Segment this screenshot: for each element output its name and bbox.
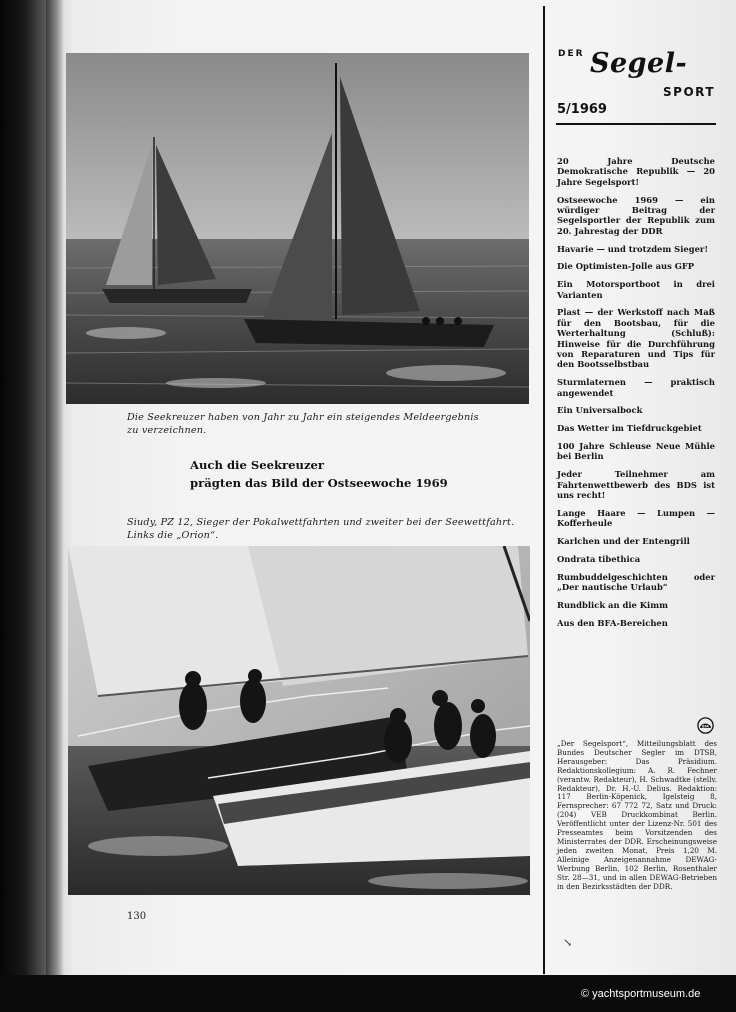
toc-item: 100 Jahre Schleuse Neue Mühle bei Berlin [557, 441, 715, 462]
photo-seekreuzer-top [66, 53, 529, 404]
caption-top: Die Seekreuzer haben von Jahr zu Jahr ein steigendes Meldeergebnis zu verzeichnen. [127, 412, 479, 436]
bfa-logo-icon [697, 717, 714, 734]
photo-seekreuzer-bottom [68, 546, 530, 895]
article-headline [190, 456, 490, 492]
masthead-sport: SPORT [663, 85, 716, 99]
masthead-rule [556, 123, 716, 125]
bfa-logo-text: BFA [702, 724, 709, 729]
toc-item: Rumbuddelgeschichten oder „Der nautische Urlaub“ [557, 571, 715, 593]
masthead-der: DER [558, 49, 585, 59]
toc-item: Havarie — und trotzdem Sieger! [557, 243, 708, 254]
toc-item: Ondrata tibethica [557, 553, 641, 564]
toc-item: Plast — der Werkstoff nach Maß für den Bootsbau, für die Werterhaltung (Schluß): Hinweise für die Durchführung von Reparaturen und Tips für den Bootsselbstbau [557, 307, 715, 370]
imprint: „Der Segelsport“, Mitteilungsblatt des Bundes Deutscher Segler im DTSB, Herausgeber: Das Präsidium. Redaktionskollegium: A. R. Fechner (verantw. Redakteur), H. Schwadtke (stellv. Redakteur), Dr. H.-U. Delius. Redaktion: 117 Berlin-Köpenick, Igelsteig 8, Fernsprecher: 67 772 72, Satz und Druck: (204) VEB Druckkombinat Berlin. Veröffentlicht unter der Lizenz-Nr. 501 des Presseamtes beim Vorsitzenden des Ministerrates der DDR. Erscheinungsweise jeden zweiten Monat, Preis 1,20 M. Alleinige Anzeigenannahme DEWAG-Werbung Berlin, 102 Berlin, Rosenthaler Str. 28—31, und in allen DEWAG-Betrieben in den Bezirksstädten der DDR. [557, 739, 717, 891]
caption-bottom: Siudy, PZ 12, Sieger der Pokalwettfahrten und zweiter bei der Seewettfahrt. Links die „Orion“. [127, 517, 515, 541]
page-gutter [46, 0, 64, 975]
issue-number: 5/1969 [557, 102, 607, 117]
toc-item: Jeder Teilnehmer am Fahrtenwettbewerb des BDS ist uns recht! [557, 469, 715, 501]
toc-item: Lange Haare — Lumpen — Kofferheule [557, 507, 715, 529]
toc-item: Ostseewoche 1969 — ein würdiger Beitrag der Segelsportler der Republik zum 20. Jahrestag der DDR [557, 194, 715, 236]
photo-seekreuzer-bottom-image [68, 546, 530, 895]
toc-item: Ein Motorsportboot in drei Varianten [557, 279, 715, 300]
arrow-icon: ↘ [563, 936, 573, 949]
page-number: 130 [127, 911, 147, 922]
toc-item: Rundblick an die Kimm [557, 599, 668, 610]
toc-item: Das Wetter im Tiefdruckgebiet [557, 423, 702, 434]
watermark: © yachtsportmuseum.de [581, 988, 701, 1000]
headline-line-2: prägten das Bild der Ostseewoche 1969 [190, 476, 448, 490]
toc-item: Aus den BFA-Bereichen [557, 617, 668, 628]
toc-item: Karlchen und der Entengrill [557, 536, 690, 547]
toc-item: Sturmlaternen — praktisch angewendet [557, 377, 715, 398]
table-of-contents [557, 156, 715, 635]
toc-item: Ein Universalbock [557, 405, 643, 416]
toc-item: 20 Jahre Deutsche Demokratische Republik — 20 Jahre Segelsport! [557, 156, 715, 187]
toc-item: Die Optimisten-Jolle aus GFP [557, 261, 695, 272]
photo-seekreuzer-top-image [66, 53, 529, 404]
headline-line-1: Auch die Seekreuzer [190, 458, 325, 472]
scan-binding-shadow [0, 0, 46, 1012]
masthead-segel: Segel- [590, 48, 688, 79]
column-divider [543, 6, 545, 974]
